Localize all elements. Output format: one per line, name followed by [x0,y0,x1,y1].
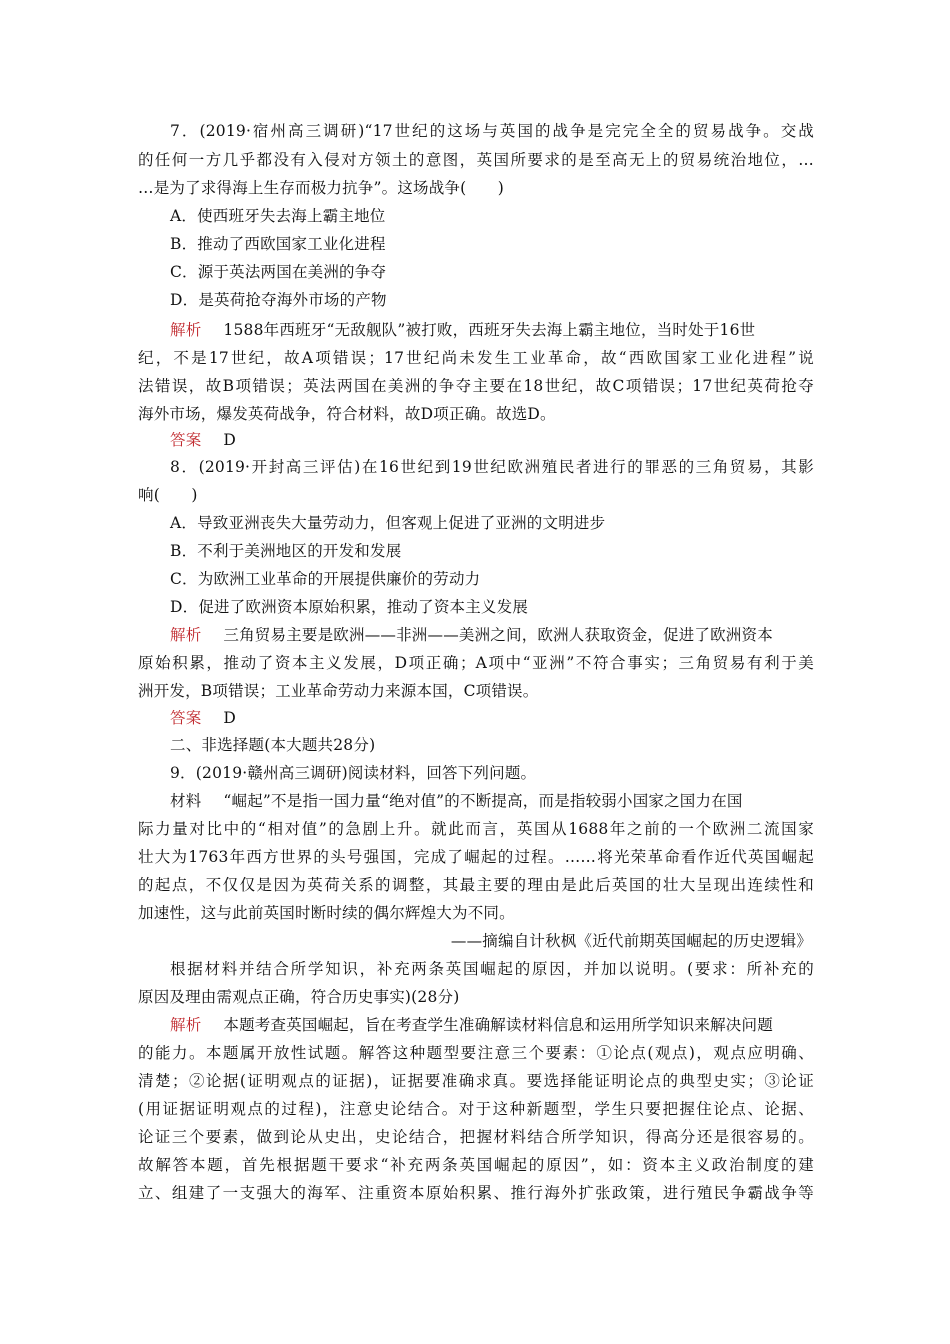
q9-material-text-1: “崛起”不是指一国力量“绝对值”的不断提高，而是指较弱小国家之国力在国 [223,792,743,810]
q9-material-line-3: 壮大为1763年西方世界的头号强国，完成了崛起的过程。……将光荣革命看作近代英国崛起 [138,848,814,866]
q9-analysis-line-6: 故解答本题，首先根据题干要求“补充两条英国崛起的原因”，如：资本主义政治制度的建 [138,1156,814,1174]
q8-stem-line-2: 响( ) [138,486,198,504]
q7-analysis-line-1 [170,320,755,340]
q7-stem-line-1: 7．(2019·宿州高三调研)“17世纪的这场与英国的战争是完完全全的贸易战争。交战 [170,122,814,140]
q8-stem-line-1: 8．(2019·开封高三评估)在16世纪到19世纪欧洲殖民者进行的罪恶的三角贸易，其影 [170,458,814,476]
q9-analysis-line-1 [170,1015,773,1035]
q7-analysis-line-4: 海外市场，爆发英荷战争，符合材料，故D项正确。故选D。 [138,405,556,423]
q7-stem-line-3: …是为了求得海上生存而极力抗争”。这场战争( ) [138,179,505,197]
q7-answer-label: 答案 [170,431,202,449]
q9-analysis-line-7: 立、组建了一支强大的海军、注重资本原始积累、推行海外扩张政策，进行殖民争霸战争等 [138,1184,814,1202]
q7-option-a: A．使西班牙失去海上霸主地位 [170,207,386,225]
q9-question-line-2: 原因及理由需观点正确，符合历史事实)(28分) [138,988,460,1006]
q9-stem: 9．(2019·赣州高三调研)阅读材料，回答下列问题。 [170,764,537,782]
q7-analysis-text-1: 1588年西班牙“无敌舰队”被打败，西班牙失去海上霸主地位，当时处于16世 [223,321,756,339]
q9-analysis-line-3: 清楚；②论据(证明观点的证据)，证据要准确求真。要选择能证明论点的典型史实；③论证 [138,1072,814,1090]
q7-option-d: D．是英荷抢夺海外市场的产物 [170,291,387,309]
q9-material-line-4: 的起点，不仅仅是因为英荷关系的调整，其最主要的理由是此后英国的壮大呈现出连续性和 [138,876,814,894]
q9-material-line-5: 加速性，这与此前英国时断时续的偶尔辉煌大为不同。 [138,904,515,922]
q7-answer-line [170,430,236,450]
q9-analysis-label: 解析 [170,1016,202,1034]
q7-option-c: C．源于英法两国在美洲的争夺 [170,263,387,281]
q9-material-source: ——摘编自计秋枫《近代前期英国崛起的历史逻辑》 [450,932,812,950]
q8-analysis-text-1: 三角贸易主要是欧洲——非洲——美洲之间，欧洲人获取资金，促进了欧洲资本 [223,626,773,644]
q8-answer-line [170,708,236,728]
q8-option-d: D．促进了欧洲资本原始积累，推动了资本主义发展 [170,598,529,616]
q9-analysis-text-1: 本题考查英国崛起，旨在考查学生准确解读材料信息和运用所学知识来解决问题 [223,1016,773,1034]
q8-analysis-line-3: 洲开发，B项错误；工业革命劳动力来源本国，C项错误。 [138,682,539,700]
q7-answer-value: D [223,431,237,449]
q9-analysis-line-2: 的能力。本题属开放性试题。解答这种题型要注意三个要素：①论点(观点)，观点应明确、 [138,1044,814,1062]
q9-analysis-line-5: 论证三个要素，做到论从史出，史论结合，把握材料结合所学知识，得高分还是很容易的。 [138,1128,814,1146]
q9-material-line-2: 际力量对比中的“相对值”的急剧上升。就此而言，英国从1688年之前的一个欧洲二流国家 [138,820,814,838]
q7-analysis-line-2: 纪，不是17世纪，故A项错误；17世纪尚未发生工业革命，故“西欧国家工业化进程”说 [138,349,814,367]
q8-option-a: A．导致亚洲丧失大量劳动力，但客观上促进了亚洲的文明进步 [170,514,606,532]
q9-material-line-1 [170,791,743,811]
q8-option-c: C．为欧洲工业革命的开展提供廉价的劳动力 [170,570,481,588]
q7-option-b: B．推动了西欧国家工业化进程 [170,235,386,253]
q8-analysis-line-1 [170,625,773,645]
q8-option-b: B．不利于美洲地区的开发和发展 [170,542,402,560]
q7-analysis-line-3: 法错误，故B项错误；英法两国在美洲的争夺主要在18世纪，故C项错误；17世纪英荷抢夺 [138,377,814,395]
q8-analysis-label: 解析 [170,626,202,644]
q8-analysis-line-2: 原始积累，推动了资本主义发展，D项正确；A项中“亚洲”不符合事实；三角贸易有利于美 [138,654,814,672]
q9-material-label: 材料 [170,792,202,810]
q8-answer-label: 答案 [170,709,202,727]
section-heading: 二、非选择题(本大题共28分) [170,736,376,754]
q7-stem-line-2: 的任何一方几乎都没有入侵对方领土的意图，英国所要求的是至高无上的贸易统治地位，… [138,151,814,169]
q8-answer-value: D [223,709,237,727]
q7-analysis-label: 解析 [170,321,202,339]
q9-question-line-1: 根据材料并结合所学知识，补充两条英国崛起的原因，并加以说明。(要求：所补充的 [170,960,814,978]
q9-analysis-line-4: (用证据证明观点的过程)，注意史论结合。对于这种新题型，学生只要把握住论点、论据、 [138,1100,814,1118]
